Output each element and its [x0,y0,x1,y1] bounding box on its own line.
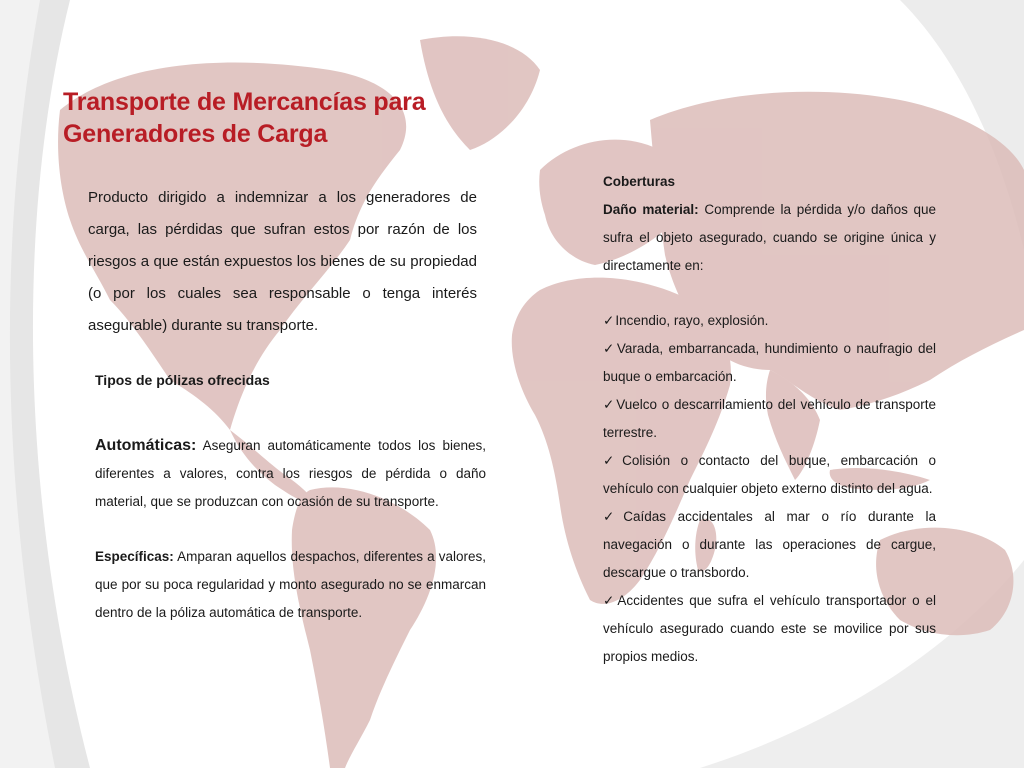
coverage-list [603,307,936,671]
coverage-item: ✓Vuelco o descarrilamiento del vehículo de transporte terrestre. [603,397,936,440]
policy-types-heading: Tipos de pólizas ofrecidas [95,372,270,388]
coverage-item: ✓Caídas accidentales al mar o río durante la navegación o durante las operaciones de cargue, descargue o transbordo. [603,509,937,580]
specific-policy-text: Amparan aquellos despachos, diferentes a valores, que por su poca regularidad y monto asegurado no se enmarcan dentro de la póliza automática de transporte. [95,549,486,620]
automatic-policy-text: Aseguran automáticamente todos los bienes, diferentes a valores, contra los riesgos de pérdida o daño material, que se produzcan con ocasión de su transporte. [95,438,486,509]
check-icon: ✓ [603,593,617,608]
coverage-item: ✓Accidentes que sufra el vehículo transportador o el vehículo asegurado cuando este se movilice por sus propios medios. [603,593,936,664]
specific-policy-label: Específicas: [95,549,174,564]
check-icon: ✓ [603,313,615,328]
check-icon: ✓ [603,453,622,468]
check-icon: ✓ [603,341,616,356]
title-line-1: Transporte de Mercancías para [63,88,426,116]
material-damage-text: Comprende la pérdida y/o daños que sufra el objeto asegurado, cuando se origine única y directamente en: [603,202,936,273]
check-icon: ✓ [603,509,623,524]
coverage-item: ✓Incendio, rayo, explosión. [603,313,769,328]
title-line-2: Generadores de Carga [63,120,328,148]
automatic-policy-paragraph [95,432,486,516]
automatic-policy-label: Automáticas: [95,437,197,454]
material-damage-paragraph [603,196,936,280]
intro-paragraph: Producto dirigido a indemnizar a los generadores de carga, las pérdidas que sufran estos por razón de los riesgos a que están expuestos los bienes de su propiedad (o por los cuales sea responsable o tenga interés asegurable) durante su transporte. [88,189,477,334]
page-title [63,86,483,150]
specific-policy-paragraph [95,543,486,627]
coverage-heading: Coberturas [603,174,676,189]
material-damage-label: Daño material: [603,202,699,217]
coverage-section [603,168,936,671]
coverage-item: ✓Varada, embarrancada, hundimiento o naufragio del buque o embarcación. [603,341,936,384]
check-icon: ✓ [603,397,616,412]
coverage-item: ✓Colisión o contacto del buque, embarcación o vehículo con cualquier objeto externo distinto del agua. [603,453,937,496]
